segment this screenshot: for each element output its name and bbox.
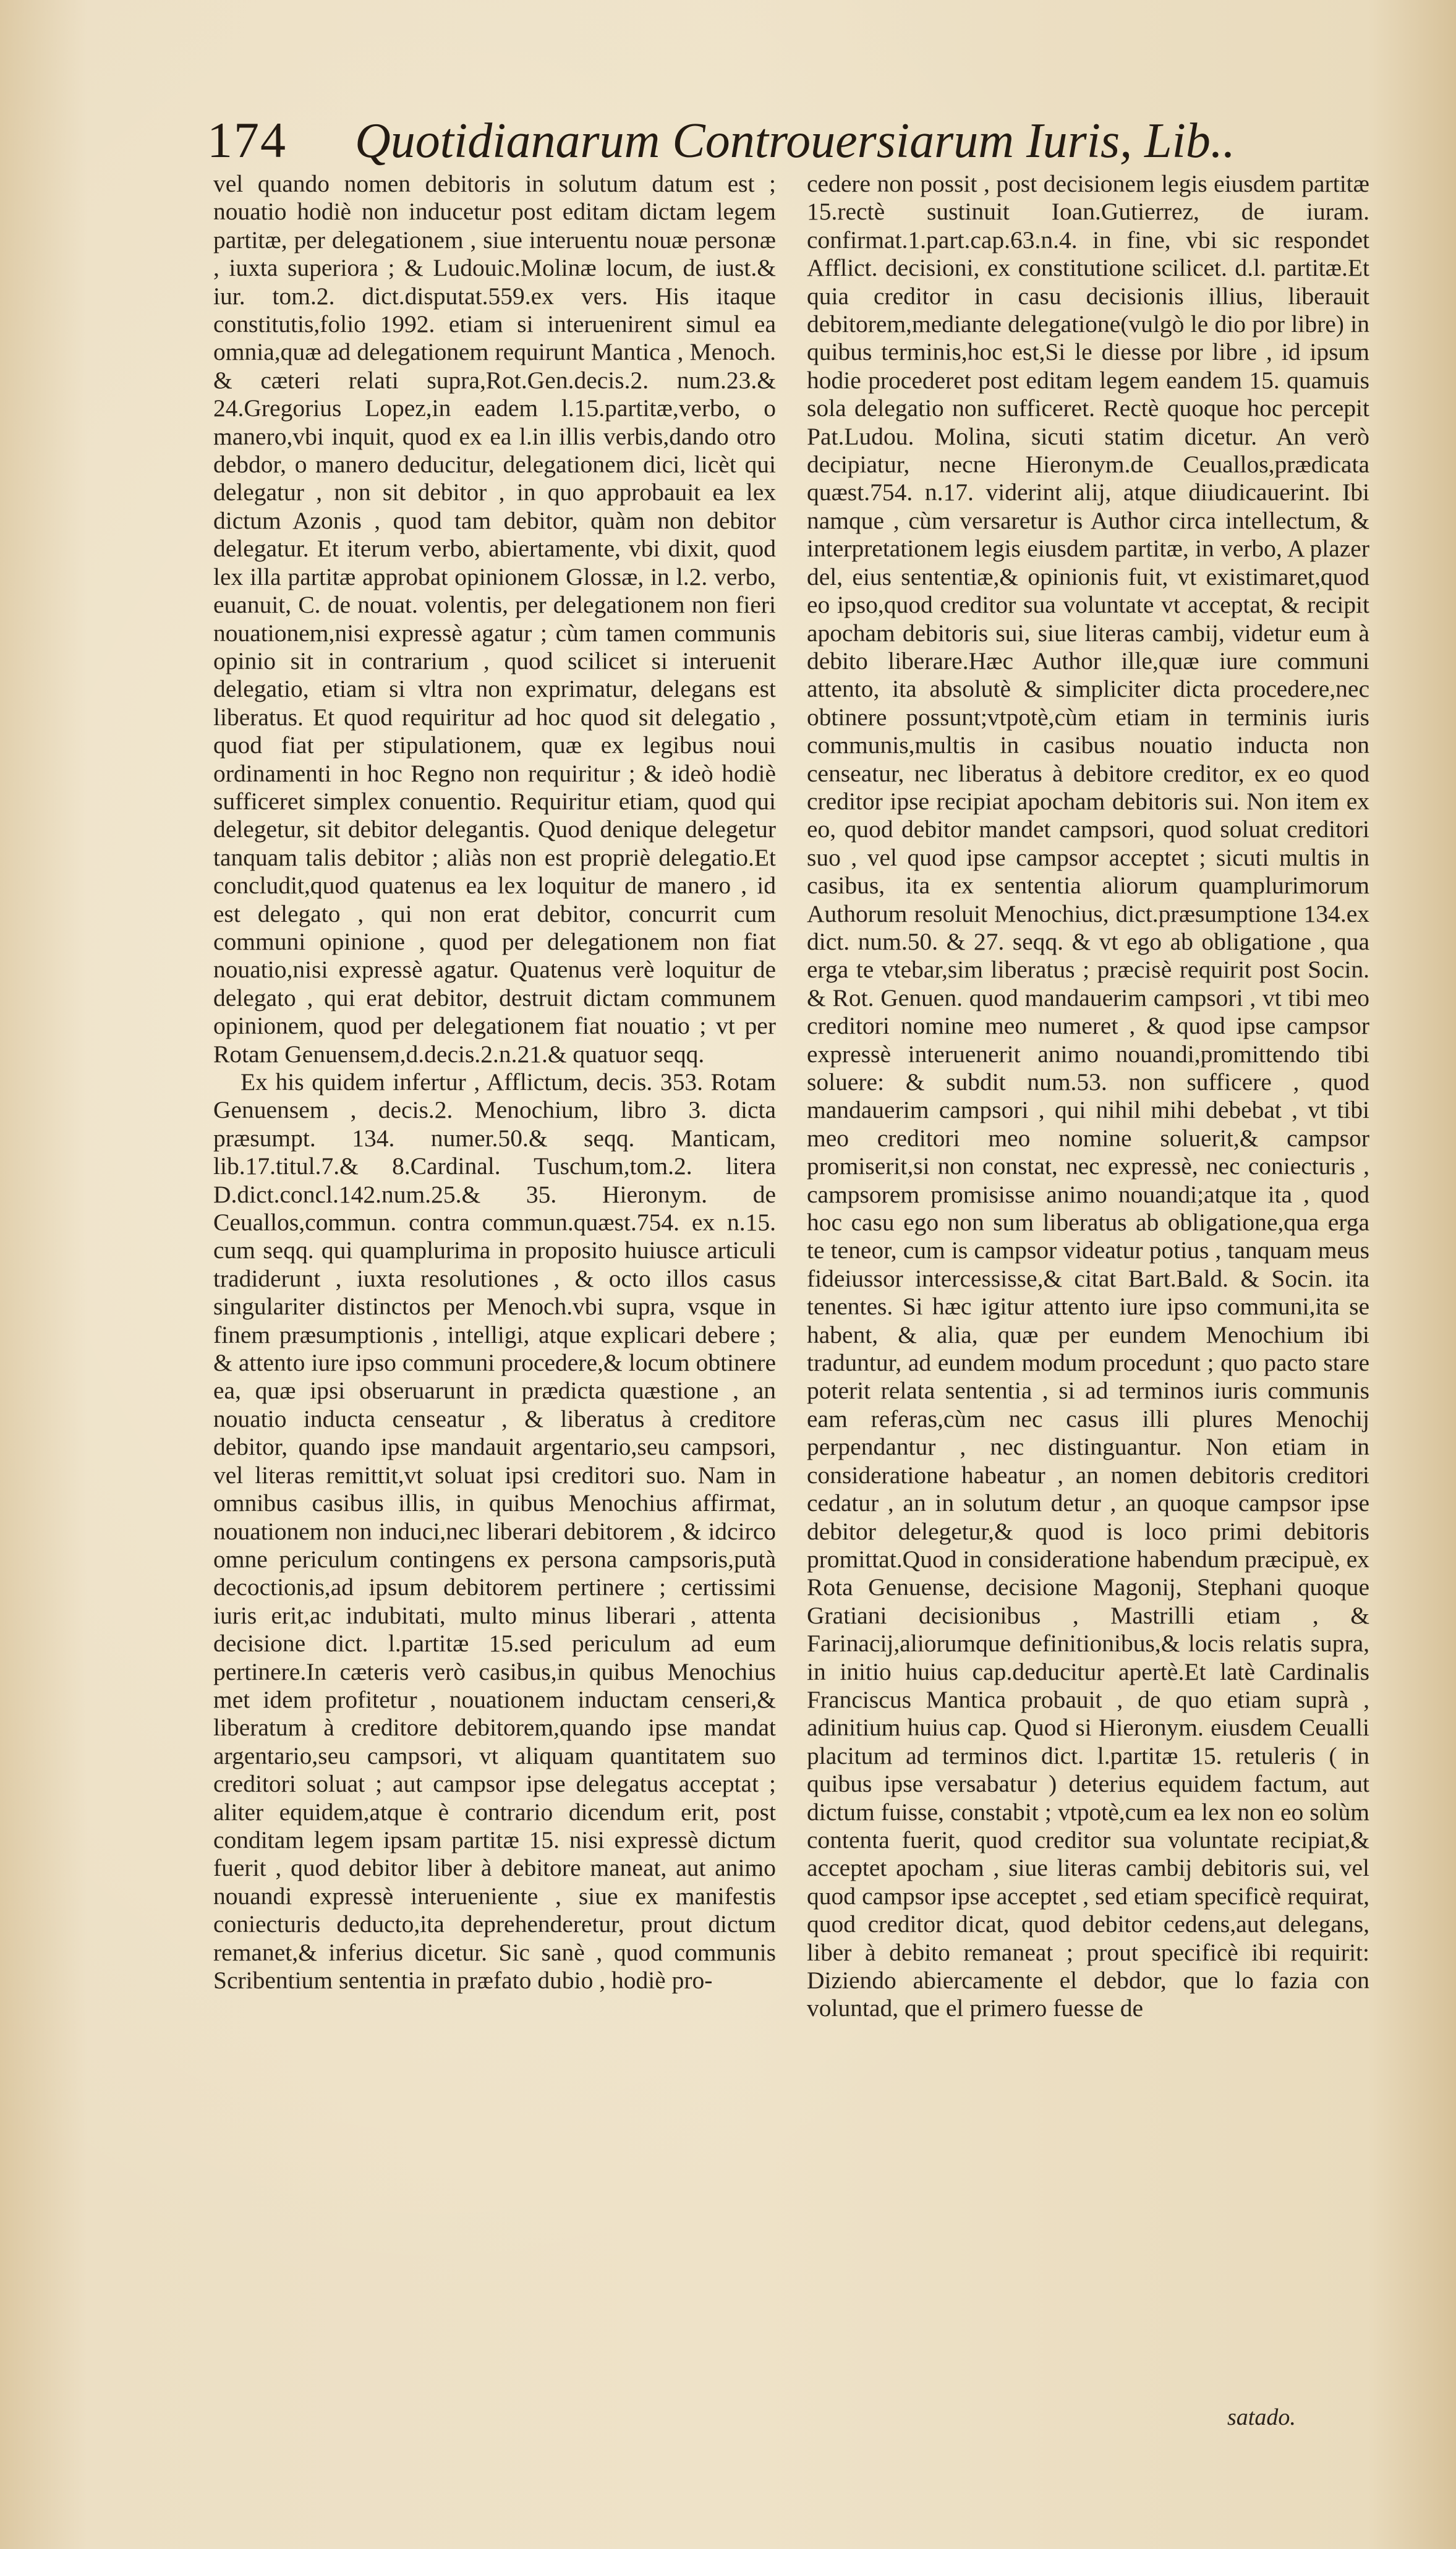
paragraph: Ex his quidem infertur , Afflictum, decis. 353. Rotam Genuensem , decis.2. Menochium, libro 3. dicta præsumpt. 134. numer.50.& seqq. Manticam, lib.17.titul.7.& 8.Cardinal. Tuschum,tom.2. litera D.dict.concl.142.num.25.& 35. Hieronym. de Ceuallos,commun. contra commun.quæst.754. ex n.15. cum seqq. qui quamplurima in proposito huiusce articuli tradiderunt , iuxta resolutiones , & octo illos casus singulariter distinctos per Menoch.vbi supra, vsque in finem præsumptionis , intelligi, atque explicari debere ; & attento iure ipso communi procedere,& locum obtinere ea, quæ ipsi obseruarunt in prædicta quæstione , an nouatio inducta censeatur , & liberatus à creditore debitor, quando ipse mandauit argentario,seu campsori, vel literas remittit,vt soluat ipsi creditori suo. Nam in omnibus casibus illis, in quibus Menochius affirmat, nouationem non induci,nec liberari debitorem , & idcirco omne periculum contingens ex persona campsoris,putà decoctionis,ad ipsum debitorem pertinere ; certissimi iuris erit,ac indubitati, multo minus liberari , attenta decisione dict. l.partitæ 15.sed periculum ad eum pertinere.In cæteris verò casibus,in quibus Menochius met idem profitetur , nouationem inductam censeri,& liberatum à creditore debitorem,quando ipse mandat argentario,seu campsori, vt aliquam quantitatem suo creditori soluat ; aut campsor ipse delegatus acceptat ; aliter equidem,atque è contrario dicendum erit, post conditam legem ipsam partitæ 15. nisi expressè dictum fuerit , quod debitor liber à debitore maneat, aut animo nouandi expressè interueniente , siue ex manifestis coniecturis deducto,ita deprehenderetur, prout dictum remanet,& inferius dicetur. Sic sanè , quod communis Scribentium sententia in præfato dubio , hodiè pro- (213, 1068, 776, 1994)
right-column (807, 170, 1369, 2023)
paragraph: cedere non possit , post decisionem legis eiusdem partitæ 15.rectè sustinuit Ioan.Gutierrez, de iuram. confirmat.1.part.cap.63.n.4. in fine, vbi sic respondet Afflict. decisioni, ex constitutione scilicet. d.l. partitæ.Et quia creditor in casu decisionis illius, liberauit debitorem,mediante delegatione(vulgò le dio por libre) in quibus terminis,hoc est,Si le diesse por libre , id ipsum hodie procederet post editam legem eandem 15. quamuis sola delegatio non sufficeret. Rectè quoque hoc percepit Pat.Ludou. Molina, sicuti statim dicetur. An verò decipiatur, necne Hieronym.de Ceuallos,prædicata quæst.754. n.17. viderint alij, atque diiudicauerint. Ibi namque , cùm versaretur is Author circa intellectum, & interpretationem legis eiusdem partitæ, in verbo, A plazer del, eius sententiæ,& opinionis fuit, vt existimaret,quod eo ipso,quod creditor sua voluntate vt acceptat, & recipit apocham debitoris sui, siue literas cambij, videtur eum à debito liberare.Hæc Author ille,quæ iure communi attento, ita absolutè & simpliciter dicta procedere,nec obtinere possunt;vtpotè,cùm etiam in terminis iuris communis,multis in casibus nouatio inducta non censeatur, nec liberatus à debitore creditor, ex eo quod creditor ipse recipiat apocham debitoris sui. Non item ex eo, quod debitor mandet campsori, quod soluat creditori suo , vel quod ipse campsor acceptet ; sicuti multis in casibus, ita ex sententia aliorum quamplurimorum Authorum resoluit Menochius, dict.præsumptione 134.ex dict. num.50. & 27. seqq. & vt ego ab obligatione , qua erga te vtebar,sim liberatus ; præcisè requirit post Socin. & Rot. Genuen. quod mandauerim campsori , vt tibi meo creditori nomine meo numeret , & quod ipse campsor expressè interuenerit animo nouandi,promittendo tibi soluere: & subdit num.53. non sufficere , quod mandauerim campsori , qui nihil mihi debebat , vt tibi meo creditori meo nomine soluerit,& campsor promiserit,si non constat, nec expressè, nec coniecturis , campsorem promisisse animo nouandi;atque ita , quod hoc casu ego non sum liberatus ab obligatione,qua erga te teneor, cum is campsor videatur potius , tanquam meus fideiussor intercessisse,& citat Bart.Bald. & Socin. ita tenentes. Si hæc igitur attento iure ipso communi,ita se habent, & alia, quæ per eundem Menochium ibi traduntur, ad eundem modum procedunt ; quo pacto stare poterit relata sententia , si ad terminos iuris communis eam referas,cùm nec casus illi plures Menochij perpendantur , nec distinguantur. Non etiam in consideratione habeatur , an nomen debitoris creditori cedatur , an in solutum detur , an quoque campsor ipse debitor delegetur,& quod is loco primi debitoris promittat.Quod in consideratione habendum præcipuè, ex Rota Genuense, decisione Magonij, Stephani quoque Gratiani decisionibus , Mastrilli etiam , & Farinacij,aliorumque definitionibus,& locis relatis supra, in initio huius cap.deducitur apertè.Et latè Cardinalis Franciscus Mantica probauit , de quo etiam suprà , adinitium huius cap. Quod si Hieronym. eiusdem Ceualli placitum ad terminos dict. l.partitæ 15. retuleris ( in quibus ipse versabatur ) deterius equidem factum, aut dictum fuisse, constabit ; vtpotè,cum ea lex non eo solùm contenta fuerit, quod creditor sua voluntate recipiat,& acceptet apocham , siue literas cambij debitoris sui, vel quod campsor ipse acceptet , sed etiam specificè requirat, quod creditor dicat, quod debitor cedens,aut delegans, liber à debito remaneat ; prout specificè ibi requirit: Diziendo abiercamente el debdor, que lo fazia con voluntad, que el primero fuesse de (807, 170, 1369, 2022)
page-header (207, 111, 1363, 167)
left-column (213, 170, 776, 1994)
page-number: 174 (207, 112, 287, 168)
paragraph: vel quando nomen debitoris in solutum datum est ; nouatio hodiè non inducetur post editam dictam legem partitæ, per delegationem , siue interuentu nouæ personæ , iuxta superiora ; & Ludouic.Molinæ locum, de iust.& iur. tom.2. dict.disputat.559.ex vers. His itaque constitutis,folio 1992. etiam si interuenirent simul ea omnia,quæ ad delegationem requirunt Mantica , Menoch. & cæteri relati supra,Rot.Gen.decis.2. num.23.& 24.Gregorius Lopez,in eadem l.15.partitæ,verbo, o manero,vbi inquit, quod ex ea l.in illis verbis,dando otro debdor, o manero deducitur, delegationem dici, licèt qui delegatur , non sit debitor , in quo approbauit ea lex dictum Azonis , quod tam debitor, quàm non debitor delegatur. Et iterum verbo, abiertamente, vbi dixit, quod lex illa partitæ approbat opinionem Glossæ, in l.2. verbo, euanuit, C. de nouat. volentis, per delegationem non fieri nouationem,nisi expressè agatur ; cùm tamen communis opinio sit in contrarium , quod scilicet si interuenit delegatio, etiam si vltra non exprimatur, delegans est liberatus. Et quod requiritur ad hoc quod sit delegatio , quod fiat per stipulationem, quæ ex legibus noui ordinamenti in hoc Regno non requiritur ; & ideò hodiè sufficeret simplex conuentio. Requiritur etiam, quod qui delegetur, sit debitor delegantis. Quod denique delegetur tanquam talis debitor ; aliàs non est propriè delegatio.Et concludit,quod quatenus ea lex loquitur de manero , id est delegato , qui non erat debitor, concurrit cum communi opinione , quod per delegationem non fiat nouatio,nisi expressè agatur. Quatenus verè loquitur de delegato , qui erat debitor, destruit dictam communem opinionem, quod per delegationem fiat nouatio ; vt per Rotam Genuensem,d.decis.2.n.21.& quatuor seqq. (213, 170, 776, 1068)
running-title: Quotidianarum Controuersiarum Iuris, Lib.. (355, 114, 1235, 168)
catchword: satado. (1227, 2404, 1296, 2430)
